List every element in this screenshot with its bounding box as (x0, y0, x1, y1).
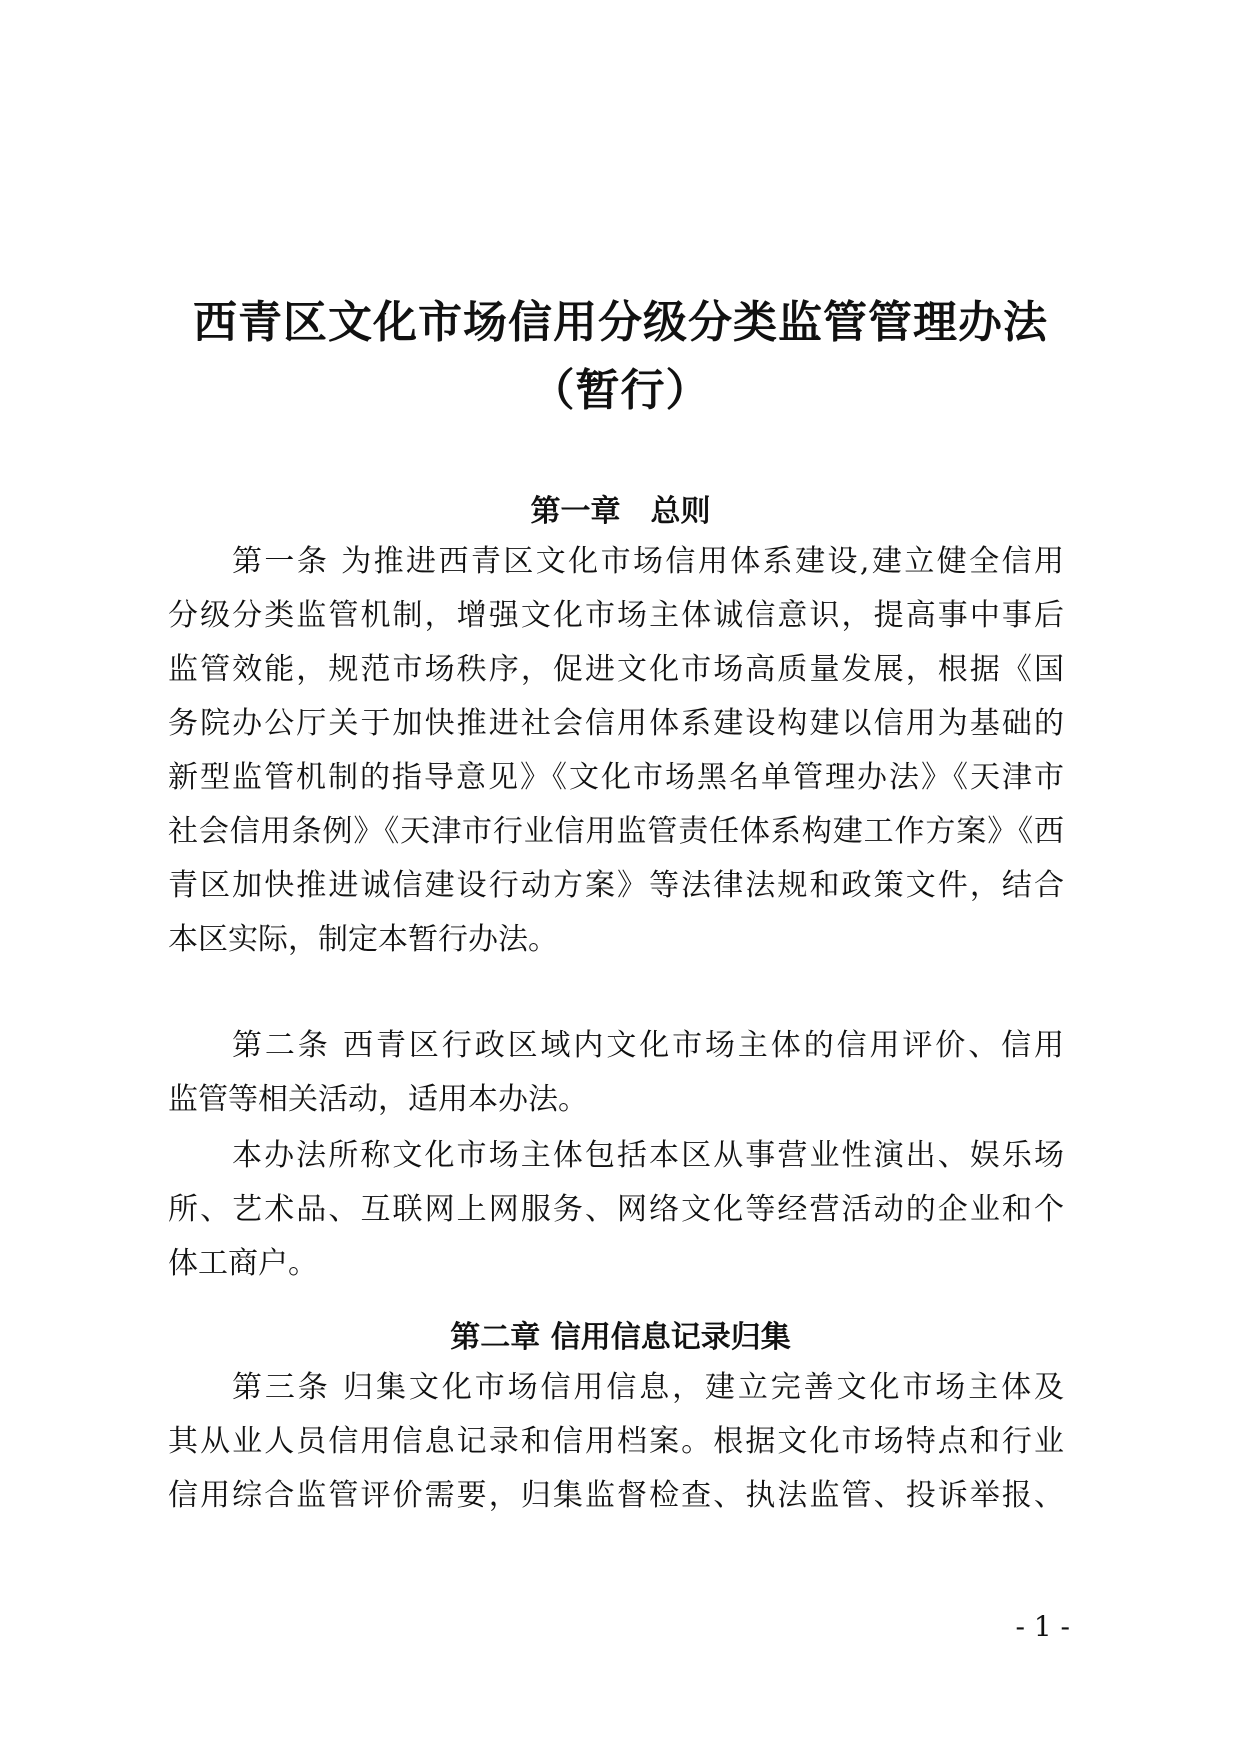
paragraph-line: 信用综合监管评价需要，归集监督检查、执法监管、投诉举报、 (168, 1478, 1064, 1513)
paragraph-line: 务院办公厅关于加快推进社会信用体系建设构建以信用为基础的 (168, 706, 1064, 741)
page-number: - 1 - (1015, 1610, 1070, 1643)
paragraph-line: 其从业人员信用信息记录和信用档案。根据文化市场特点和行业 (168, 1424, 1064, 1459)
document-subtitle: （暂行） (530, 365, 711, 416)
paragraph-line: 青区加快推进诚信建设行动方案》等法律法规和政策文件，结合 (168, 868, 1064, 903)
paragraph-line: 本办法所称文化市场主体包括本区从事营业性演出、娱乐场 (232, 1138, 1064, 1173)
paragraph-line: 所、艺术品、互联网上网服务、网络文化等经营活动的企业和个 (168, 1192, 1064, 1227)
paragraph-line: 监管等相关活动，适用本办法。 (168, 1082, 588, 1117)
paragraph-line: 体工商户。 (168, 1246, 318, 1281)
paragraph-line: 新型监管机制的指导意见》《文化市场黑名单管理办法》《天津市 (168, 760, 1064, 795)
chapter-2-heading: 第二章 信用信息记录归集 (450, 1320, 791, 1355)
paragraph-line: 分级分类监管机制，增强文化市场主体诚信意识，提高事中事后 (168, 598, 1064, 633)
paragraph-line: 社会信用条例》《天津市行业信用监管责任体系构建工作方案》《西 (168, 814, 1064, 849)
paragraph-line: 监管效能，规范市场秩序，促进文化市场高质量发展，根据《国 (168, 652, 1064, 687)
paragraph-line: 第三条 归集文化市场信用信息，建立完善文化市场主体及 (232, 1370, 1064, 1405)
document-title: 西青区文化市场信用分级分类监管管理办法 (193, 297, 1048, 348)
paragraph-line: 本区实际，制定本暂行办法。 (168, 922, 558, 957)
chapter-1-heading: 第一章 总则 (530, 494, 711, 529)
paragraph-line: 第一条 为推进西青区文化市场信用体系建设,建立健全信用 (232, 544, 1064, 579)
paragraph-line: 第二条 西青区行政区域内文化市场主体的信用评价、信用 (232, 1028, 1064, 1063)
